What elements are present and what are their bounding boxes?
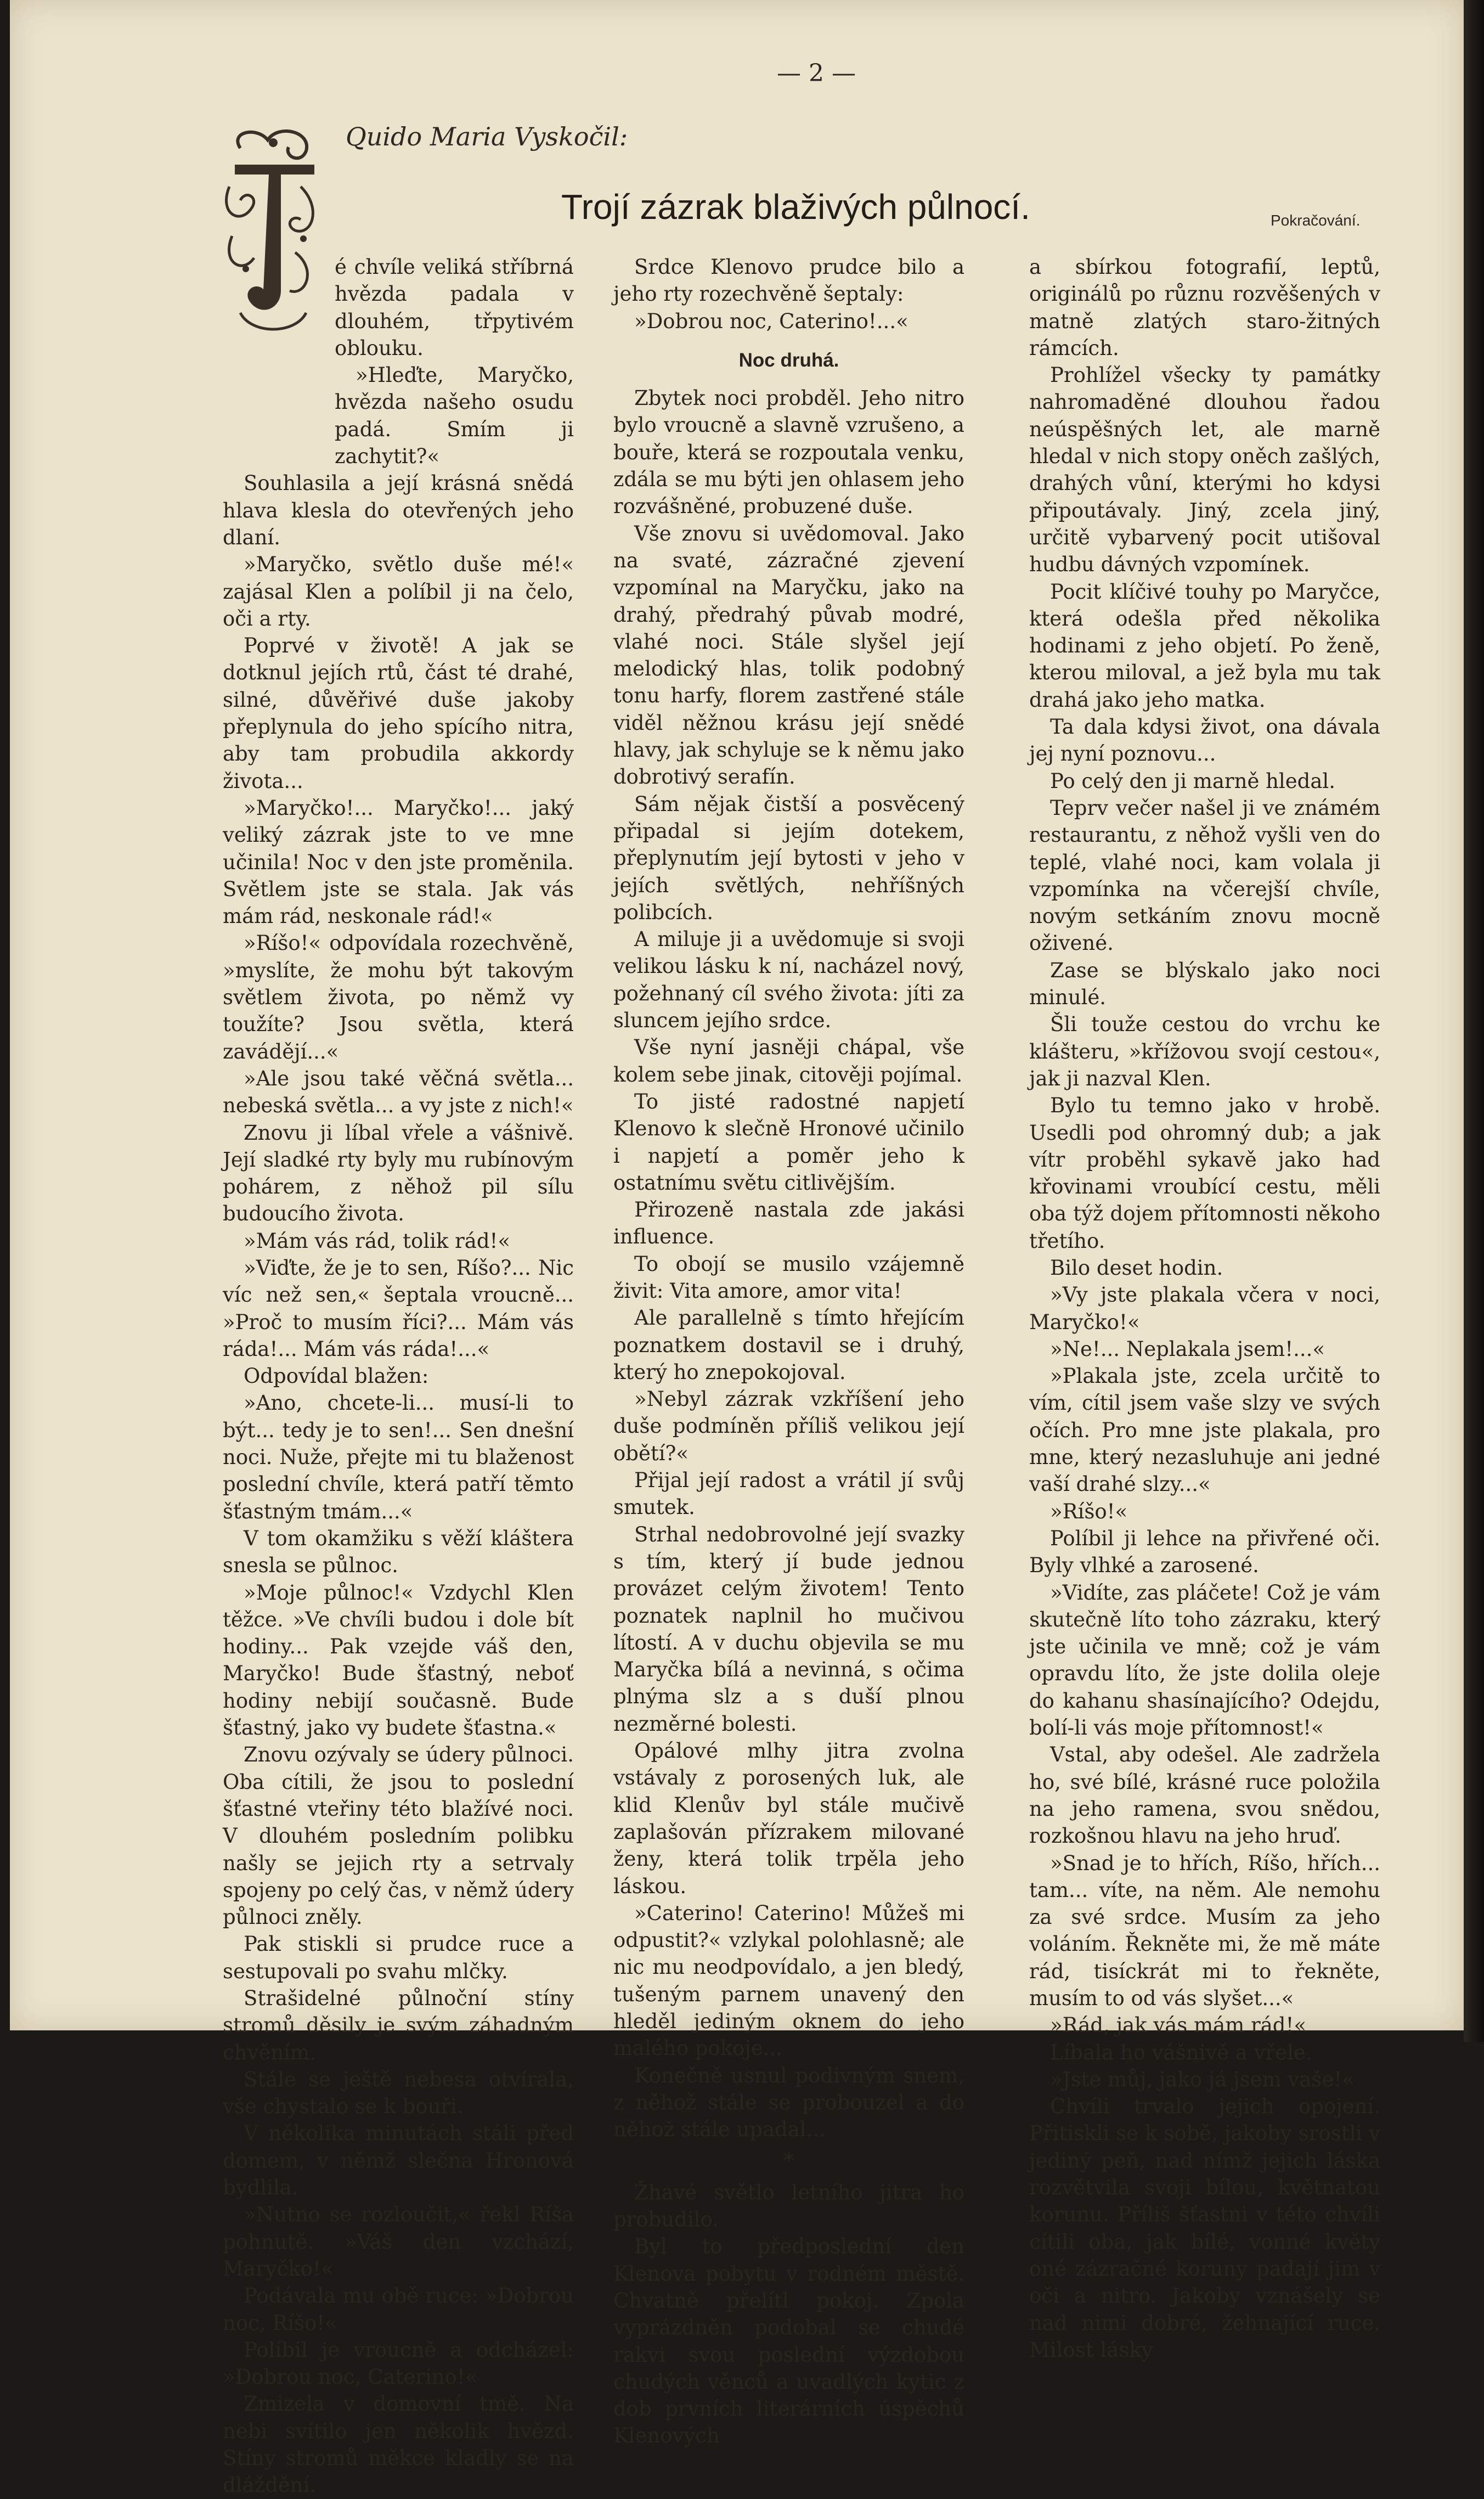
continued-note: Pokračování. [1271, 212, 1361, 229]
paragraph: Zase se blýskalo jako noci minulé. [1029, 958, 1380, 1010]
paragraph: Vstal, aby odešel. Ale zadržela ho, své bílé, krásné ruce položila na jeho ramena, svou snědou, rozkošnou hlavu na jeho hruď. [1029, 1743, 1380, 1848]
paragraph: »Ríšo!« odpovídala rozechvěně, »myslíte, že mohu být takovým světlem života, po němž vy toužíte? Jsou světla, která zavádějí...« [223, 931, 574, 1063]
paragraph: Vše nyní jasněji chápal, vše kolem sebe jinak, citověji pojímal. [613, 1035, 964, 1087]
paragraph: »Plakala jste, zcela určitě to vím, cítil jsem vaše slzy ve svých očích. Pro mne jste plakala, pro mne, který nezasluhuje ani jedné vaší drahé slzy...« [1029, 1364, 1380, 1496]
paragraph: Pak stiskli si prudce ruce a sestupovali po svahu mlčky. [223, 1932, 574, 1983]
paragraph: To obojí se musilo vzájemně živit: Vita amore, amor vita! [613, 1252, 964, 1303]
paragraph: »Mám vás rád, tolik rád!« [244, 1229, 511, 1253]
paragraph: »Ano, chcete-li... musí-li to být... tedy je to sen!... Sen dnešní noci. Nuže, přejte mi tu blaženost poslední chvíle, která patří těmto šťastným tmám...« [223, 1391, 574, 1523]
paragraph: Přijal její radost a vrátil jí svůj smutek. [613, 1468, 964, 1519]
paragraph: é chvíle veliká stříbrná hvězda padala v dlouhém, třpytivém oblouku. [335, 255, 574, 360]
paragraph: »Caterino! Caterino! Můžeš mi odpustit?« vzlykal polohlasně; ale nic mu neodpovídalo, a jen bledý, tušeným parnem unavený den hleděl jediným oknem do jeho malého pokoje... [613, 1901, 964, 2061]
paragraph: Líbala ho vášnivě a vřele. [1050, 2040, 1312, 2064]
paragraph: Poprvé v životě! A jak se dotknul jejích rtů, část té drahé, silné, důvěřivé duše jakoby přeplynula do jeho spícího nitra, aby tam probudila akkordy života... [223, 634, 574, 793]
paragraph: V tom okamžiku s věží kláštera snesla se půlnoc. [223, 1526, 574, 1578]
paragraph: »Maryčko!... Maryčko!... jaký veliký zázrak jste to ve mne učinila! Noc v den jste proměnila. Světlem jste se stala. Jak vás mám rád, neskonale rád!« [223, 796, 574, 928]
paragraph: Odpovídal blažen: [244, 1364, 429, 1388]
paragraph: Zmizela v domovní tmě. Na nebi svítilo jen několik hvězd. Stíny stromů měkce kladly se na dláždění. [223, 2392, 574, 2497]
paragraph: Zbytek noci probděl. Jeho nitro bylo vroucně a slavně vzrušeno, a bouře, která se rozpoutala venku, zdála se mu býti jen ohlasem jeho rozvášněné, probuzené duše. [613, 386, 964, 519]
paragraph: Šli touže cestou do vrchu ke klášteru, »křížovou svojí cestou«, jak ji nazval Klen. [1029, 1012, 1380, 1090]
paragraph: To jisté radostné napjetí Klenovo k slečně Hronové učinilo i napjetí a poměr jeho k ostatnímu světu citlivějším. [613, 1089, 964, 1195]
paragraph: Vše znovu si uvědomoval. Jako na svaté, zázračné zjevení vzpomínal na Maryčku, jako na drahý, předrahý půvab modré, vlahé noci. Stále slyšel její melodický hlas, tolik podobný tonu harfy, florem zastřené stále viděl něžnou krásu její snědé hlavy, jak schyluje se k němu jako dobrotivý serafín. [613, 521, 964, 789]
paragraph: Podávala mu obě ruce: »Dobrou noc, Ríšo!« [223, 2284, 574, 2335]
paragraph: »Dobrou noc, Caterino!...« [634, 309, 909, 333]
article-title: Trojí zázrak blaživých půlnocí. [561, 187, 1030, 227]
scan-edge [1464, 0, 1484, 2042]
paragraph: Sám nějak čistší a posvěcený připadal si jejím dotekem, přeplynutím její bytosti v jeho v jejích světlých, nehříšných polibcích. [613, 792, 964, 924]
paragraph: »Ale jsou také věčná světla... nebeská světla... a vy jste z nich!« [223, 1066, 574, 1118]
author-name: Quido Maria Vyskočil: [346, 122, 628, 151]
text-column-3 [1029, 254, 1380, 2363]
paragraph: Teprv večer našel ji ve známém restaurantu, z něhož vyšli ven do teplé, vlahé noci, kam volala ji vzpomínka na včerejší chvíle, novým setkáním znovu mocně oživené. [1029, 796, 1380, 955]
paragraph: Po celý den ji marně hledal. [1050, 769, 1336, 793]
paragraph: Strašidelné půlnoční stíny stromů děsily je svým záhadným chvěním. [223, 1986, 574, 2064]
paragraph: a sbírkou fotografií, leptů, originálů po různu rozvěšených v matně zlatých staro-žitných rámcích. [1029, 255, 1380, 360]
paragraph: Prohlížel všecky ty památky nahromaděné dlouhou řadou neúspěšných let, ale marně hledal v nich stopy oněch zašlých, drahých vůní, kterými ho kdysi připoutávaly. Jiný, zcela jiný, určitě vybarvený pocit utišoval hudbu dávných vzpomínek. [1029, 363, 1380, 577]
paragraph: Konečně usnul podivným snem, z něhož stále se probouzel a do něhož stále upadal... [613, 2063, 964, 2142]
paragraph: »Jste můj, jako já jsem vaše!« [1050, 2067, 1355, 2091]
paragraph: »Nebyl zázrak vzkříšení jeho duše podmíněn příliš velikou její obětí?« [613, 1387, 964, 1465]
paragraph: Políbil ji lehce na přivřené oči. Byly vlhké a zarosené. [1029, 1526, 1380, 1578]
paragraph: »Vy jste plakala včera v noci, Maryčko!« [1029, 1283, 1380, 1334]
paragraph: »Vidíte, zas pláčete! Což je vám skutečně líto toho zázraku, který jste učinila ve mně; což je vám opravdu líto, že jste dolila oleje do kahanu shasínajícího? Odejdu, bolí-li vás moje přítomnost!« [1029, 1580, 1380, 1740]
paragraph: Byl to předposlední den Klenova pobytu v rodném městě. Chvatně přelítl pokoj. Zpola vyprázdněn podobal se chudé rakvi svou poslední výzdobou chudých věnců a uvadlých kytic z dob prvních literárních úspěchů Klenových [613, 2235, 964, 2448]
paragraph: Znovu ozývaly se údery půlnoci. Oba cítili, že jsou to poslední šťastné vteřiny této blažívé noci. V dlouhém posledním polibku našly se jejich rty a setrvaly spojeny po celý čas, v němž údery půlnoci zněly. [223, 1743, 574, 1929]
paragraph: Ale parallelně s tímto hřejícím poznatkem dostavil se i druhý, který ho znepokojoval. [613, 1306, 964, 1384]
paragraph: Bilo deset hodin. [1050, 1256, 1223, 1280]
paragraph: »Snad je to hřích, Ríšo, hřích... tam... víte, na něm. Ale nemohu za své srdce. Musím za jeho voláním. Řekněte mi, že mě máte rád, tisíckrát mi to řekněte, musím to od vás slyšet...« [1029, 1851, 1380, 2010]
paragraph: Přirozeně nastala zde jakási influence. [613, 1198, 964, 1249]
paragraph: Chvíli trvalo jejich opojení. Přitiskli se k sobě, jakoby srostli v jediný peň, nad nímž jejich láska rozvětvila svoji bílou, květnatou korunu. Příliš šťastni v této chvíli cítili oba, jak bílé, vonné květy oné zázračné koruny padají jim v oči a nitro. Jakoby vznášely se nad nimi dobré, žehnající ruce. Milost lásky [1029, 2095, 1380, 2362]
paragraph: Srdce Klenovo prudce bilo a jeho rty rozechvěně šeptaly: [613, 255, 964, 306]
paragraph: Znovu ji líbal vřele a vášnivě. Její sladké rty byly mu rubínovým pohárem, z něhož pil sílu budoucího života. [223, 1121, 574, 1226]
paragraph: Pocit klíčivé touhy po Maryčce, která odešla před několika hodinami z jeho objetí. Po ženě, kterou miloval, a jež byla mu tak drahá jako jeho matka. [1029, 579, 1380, 712]
paragraph: V několika minutách stáli před domem, v němž slečna Hronová bydlila. [223, 2121, 574, 2200]
paragraph: Políbil je vroucně a odcházel: »Dobrou noc, Caterino!« [223, 2338, 574, 2389]
text-column-2 [613, 254, 964, 2450]
paragraph: »Viďte, že je to sen, Ríšo?... Nic víc než sen,« šeptala vroucně... »Proč to musím říci?... Mám vás ráda!... Mám vás ráda!...« [223, 1256, 574, 1361]
paragraph: Strhal nedobrovolné její svazky s tím, který jí bude jednou provázet celým životem! Tento poznatek naplnil ho mučivou lítostí. A v duchu objevila se mu Maryčka bílá a nevinná, s očima plnýma slz a s duší plnou nezměrné bolesti. [613, 1522, 964, 1736]
paragraph: Stále se ještě nebesa otvírala, vše chystalo se k bouři. [223, 2067, 574, 2119]
paragraph: Opálové mlhy jitra zvolna vstávaly z porosených luk, ale klid Klenův byl stále mučivě zaplašován přízrakem milované ženy, která tolik trpěla jeho láskou. [613, 1739, 964, 1898]
paragraph: »Hleďte, Maryčko, hvězda našeho osudu padá. Smím ji zachytit?« [335, 363, 574, 469]
paragraph: Bylo tu temno jako v hrobě. Usedli pod ohromný dub; a jak vítr proběhl sykavě jako had křovinami vroubící cestu, měli oba týž dojem přítomnosti někoho třetího. [1029, 1094, 1380, 1253]
paragraph: »Maryčko, světlo duše mé!« zajásal Klen a políbil ji na čelo, oči a rty. [223, 553, 574, 631]
paragraph: Souhlasila a její krásná snědá hlava klesla do otevřených jeho dlaní. [223, 471, 574, 549]
paragraph: »Moje půlnoc!« Vzdychl Klen těžce. »Ve chvíli budou i dole bít hodiny... Pak vzejde váš den, Maryčko! Bude šťastný, neboť hodiny nebijí současně. Bude šťastný, jako vy budete šťastna.« [223, 1580, 574, 1740]
paragraph: Žhavé světlo letního jitra ho probudilo. [613, 2180, 964, 2232]
paragraph: Ta dala kdysi život, ona dávala jej nyní poznovu... [1029, 715, 1380, 766]
text-column-1 [223, 254, 574, 2499]
section-heading: Noc druhá. [738, 349, 839, 371]
newspaper-page [10, 0, 1464, 2497]
section-separator: * [783, 2148, 794, 2173]
paragraph: »Rád, jak vás mám rád!« [1050, 2013, 1306, 2038]
paragraph: »Ne!... Neplakala jsem!...« [1050, 1337, 1325, 1361]
page-number: — 2 — [777, 59, 856, 87]
paragraph: »Nutno se rozloučit,« řekl Ríša pohnutě. »Váš den vzchází, Maryčko!« [223, 2203, 574, 2281]
paragraph: »Ríšo!« [1050, 1499, 1128, 1523]
paragraph: A miluje ji a uvědomuje si svoji velikou lásku k ní, nacházel nový, požehnaný cíl svého života: jíti za sluncem jejího srdce. [613, 927, 964, 1033]
